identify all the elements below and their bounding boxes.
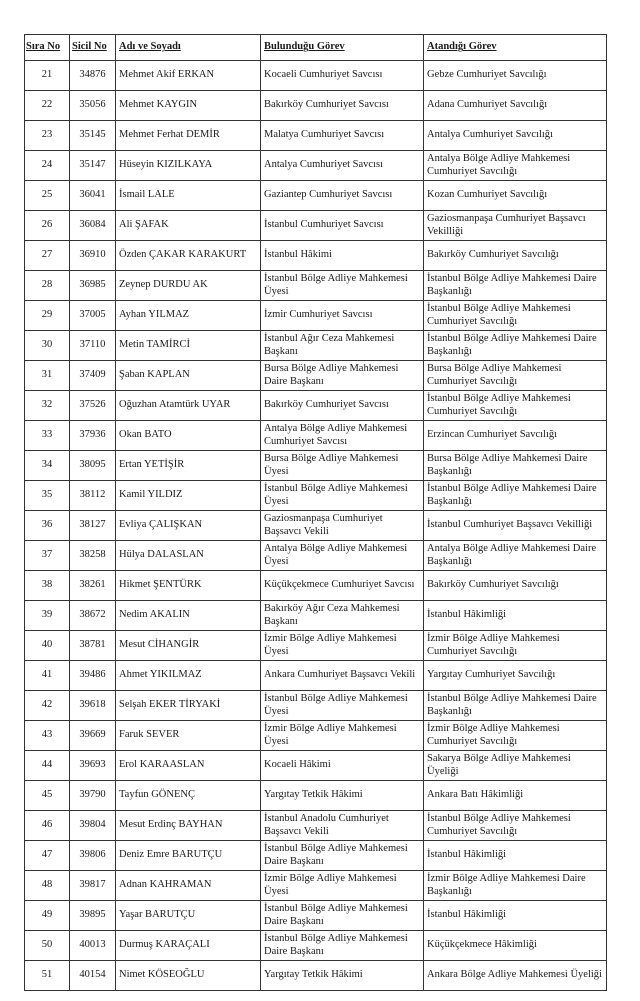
cell-bulundugu-gorev: Antalya Bölge Adliye Mahkemesi Cumhuriyet Savcısı [261, 421, 424, 451]
cell-sicil-no: 39486 [70, 661, 116, 691]
cell-atandigi-gorev: İzmir Bölge Adliye Mahkemesi Daire Başkanlığı [424, 871, 607, 901]
cell-adi-soyadi: Özden ÇAKAR KARAKURT [116, 241, 261, 271]
cell-sicil-no: 39790 [70, 781, 116, 811]
cell-atandigi-gorev: İstanbul Bölge Adliye Mahkemesi Daire Başkanlığı [424, 331, 607, 361]
cell-sicil-no: 39669 [70, 721, 116, 751]
cell-bulundugu-gorev: Antalya Cumhuriyet Savcısı [261, 151, 424, 181]
cell-sicil-no: 34876 [70, 61, 116, 91]
table-row [25, 751, 607, 781]
cell-atandigi-gorev: İstanbul Bölge Adliye Mahkemesi Daire Başkanlığı [424, 481, 607, 511]
cell-adi-soyadi: Mesut CİHANGİR [116, 631, 261, 661]
header-adi-soyadi: Adı ve Soyadı [116, 35, 261, 61]
cell-sira-no: 39 [25, 601, 70, 631]
cell-atandigi-gorev: Bakırköy Cumhuriyet Savcılığı [424, 241, 607, 271]
cell-adi-soyadi: Durmuş KARAÇALI [116, 931, 261, 961]
table-row [25, 211, 607, 241]
cell-adi-soyadi: Ahmet YIKILMAZ [116, 661, 261, 691]
cell-sira-no: 45 [25, 781, 70, 811]
cell-adi-soyadi: Yaşar BARUTÇU [116, 901, 261, 931]
cell-bulundugu-gorev: Antalya Bölge Adliye Mahkemesi Üyesi [261, 541, 424, 571]
table-row [25, 931, 607, 961]
cell-sicil-no: 38095 [70, 451, 116, 481]
cell-adi-soyadi: Adnan KAHRAMAN [116, 871, 261, 901]
cell-atandigi-gorev: İstanbul Cumhuriyet Başsavcı Vekilliği [424, 511, 607, 541]
cell-adi-soyadi: Hikmet ŞENTÜRK [116, 571, 261, 601]
cell-sicil-no: 38672 [70, 601, 116, 631]
cell-sicil-no: 38258 [70, 541, 116, 571]
cell-sira-no: 26 [25, 211, 70, 241]
table-row [25, 451, 607, 481]
table-row [25, 571, 607, 601]
cell-bulundugu-gorev: Kocaeli Hâkimi [261, 751, 424, 781]
table-row [25, 661, 607, 691]
cell-adi-soyadi: Nimet KÖSEOĞLU [116, 961, 261, 991]
table-row [25, 811, 607, 841]
cell-bulundugu-gorev: İstanbul Anadolu Cumhuriyet Başsavcı Vekili [261, 811, 424, 841]
cell-atandigi-gorev: Gaziosmanpaşa Cumhuriyet Başsavcı Vekilliği [424, 211, 607, 241]
cell-bulundugu-gorev: İzmir Bölge Adliye Mahkemesi Üyesi [261, 631, 424, 661]
table-row [25, 481, 607, 511]
cell-atandigi-gorev: İstanbul Bölge Adliye Mahkemesi Cumhuriyet Savcılığı [424, 301, 607, 331]
table-row [25, 241, 607, 271]
cell-sira-no: 27 [25, 241, 70, 271]
cell-atandigi-gorev: İstanbul Bölge Adliye Mahkemesi Daire Başkanlığı [424, 271, 607, 301]
table-row [25, 301, 607, 331]
cell-sira-no: 30 [25, 331, 70, 361]
cell-sira-no: 35 [25, 481, 70, 511]
table-row [25, 421, 607, 451]
cell-sira-no: 23 [25, 121, 70, 151]
cell-adi-soyadi: Faruk SEVER [116, 721, 261, 751]
cell-adi-soyadi: Oğuzhan Atamtürk UYAR [116, 391, 261, 421]
cell-sira-no: 50 [25, 931, 70, 961]
cell-atandigi-gorev: İstanbul Hâkimliği [424, 601, 607, 631]
cell-sira-no: 47 [25, 841, 70, 871]
cell-adi-soyadi: Mesut Erdinç BAYHAN [116, 811, 261, 841]
cell-bulundugu-gorev: İzmir Bölge Adliye Mahkemesi Üyesi [261, 871, 424, 901]
cell-bulundugu-gorev: İstanbul Bölge Adliye Mahkemesi Üyesi [261, 481, 424, 511]
cell-adi-soyadi: Erol KARAASLAN [116, 751, 261, 781]
cell-adi-soyadi: Şaban KAPLAN [116, 361, 261, 391]
cell-sira-no: 32 [25, 391, 70, 421]
cell-bulundugu-gorev: İstanbul Hâkimi [261, 241, 424, 271]
cell-sicil-no: 39817 [70, 871, 116, 901]
cell-atandigi-gorev: Erzincan Cumhuriyet Savcılığı [424, 421, 607, 451]
cell-atandigi-gorev: Bursa Bölge Adliye Mahkemesi Daire Başkanlığı [424, 451, 607, 481]
cell-adi-soyadi: Ertan YETİŞİR [116, 451, 261, 481]
cell-sira-no: 22 [25, 91, 70, 121]
table-row [25, 391, 607, 421]
cell-sicil-no: 37526 [70, 391, 116, 421]
cell-sicil-no: 36041 [70, 181, 116, 211]
cell-bulundugu-gorev: Kocaeli Cumhuriyet Savcısı [261, 61, 424, 91]
cell-bulundugu-gorev: Bursa Bölge Adliye Mahkemesi Daire Başkanı [261, 361, 424, 391]
table-row [25, 901, 607, 931]
table-row [25, 601, 607, 631]
cell-atandigi-gorev: Antalya Cumhuriyet Savcılığı [424, 121, 607, 151]
cell-atandigi-gorev: İstanbul Bölge Adliye Mahkemesi Daire Başkanlığı [424, 691, 607, 721]
cell-bulundugu-gorev: İzmir Bölge Adliye Mahkemesi Üyesi [261, 721, 424, 751]
cell-sicil-no: 37409 [70, 361, 116, 391]
cell-sira-no: 36 [25, 511, 70, 541]
cell-adi-soyadi: Mehmet Ferhat DEMİR [116, 121, 261, 151]
table-row [25, 121, 607, 151]
cell-adi-soyadi: Deniz Emre BARUTÇU [116, 841, 261, 871]
table-row [25, 91, 607, 121]
cell-sira-no: 49 [25, 901, 70, 931]
cell-sicil-no: 39618 [70, 691, 116, 721]
cell-sicil-no: 38112 [70, 481, 116, 511]
cell-sira-no: 28 [25, 271, 70, 301]
cell-sira-no: 21 [25, 61, 70, 91]
cell-sira-no: 41 [25, 661, 70, 691]
cell-bulundugu-gorev: Bakırköy Cumhuriyet Savcısı [261, 391, 424, 421]
cell-sira-no: 37 [25, 541, 70, 571]
cell-adi-soyadi: Hüseyin KIZILKAYA [116, 151, 261, 181]
table-row [25, 781, 607, 811]
cell-atandigi-gorev: İstanbul Hâkimliği [424, 901, 607, 931]
cell-atandigi-gorev: Ankara Batı Hâkimliği [424, 781, 607, 811]
cell-adi-soyadi: Okan BATO [116, 421, 261, 451]
cell-atandigi-gorev: Küçükçekmece Hâkimliği [424, 931, 607, 961]
table-row [25, 61, 607, 91]
table-row [25, 181, 607, 211]
cell-adi-soyadi: Nedim AKALIN [116, 601, 261, 631]
cell-bulundugu-gorev: Ankara Cumhuriyet Başsavcı Vekili [261, 661, 424, 691]
cell-adi-soyadi: Zeynep DURDU AK [116, 271, 261, 301]
cell-atandigi-gorev: Kozan Cumhuriyet Savcılığı [424, 181, 607, 211]
cell-atandigi-gorev: Antalya Bölge Adliye Mahkemesi Daire Başkanlığı [424, 541, 607, 571]
cell-atandigi-gorev: Bakırköy Cumhuriyet Savcılığı [424, 571, 607, 601]
cell-atandigi-gorev: Antalya Bölge Adliye Mahkemesi Cumhuriyet Savcılığı [424, 151, 607, 181]
header-bulundugu-gorev: Bulunduğu Görev [261, 35, 424, 61]
table-row [25, 691, 607, 721]
cell-atandigi-gorev: Ankara Bölge Adliye Mahkemesi Üyeliği [424, 961, 607, 991]
cell-sira-no: 31 [25, 361, 70, 391]
cell-adi-soyadi: Ayhan YILMAZ [116, 301, 261, 331]
cell-adi-soyadi: Mehmet KAYGIN [116, 91, 261, 121]
table-row [25, 511, 607, 541]
cell-atandigi-gorev: Bursa Bölge Adliye Mahkemesi Cumhuriyet Savcılığı [424, 361, 607, 391]
cell-adi-soyadi: Mehmet Akif ERKAN [116, 61, 261, 91]
header-atandigi-gorev: Atandığı Görev [424, 35, 607, 61]
cell-bulundugu-gorev: İstanbul Cumhuriyet Savcısı [261, 211, 424, 241]
cell-bulundugu-gorev: İstanbul Bölge Adliye Mahkemesi Daire Başkanı [261, 901, 424, 931]
cell-sicil-no: 38261 [70, 571, 116, 601]
cell-atandigi-gorev: Yargıtay Cumhuriyet Savcılığı [424, 661, 607, 691]
cell-sicil-no: 36910 [70, 241, 116, 271]
table-row [25, 841, 607, 871]
table-row [25, 331, 607, 361]
table-row [25, 961, 607, 991]
cell-bulundugu-gorev: Gaziosmanpaşa Cumhuriyet Başsavcı Vekili [261, 511, 424, 541]
cell-adi-soyadi: Metin TAMİRCİ [116, 331, 261, 361]
cell-sicil-no: 39693 [70, 751, 116, 781]
cell-bulundugu-gorev: İstanbul Bölge Adliye Mahkemesi Daire Başkanı [261, 931, 424, 961]
cell-sicil-no: 36985 [70, 271, 116, 301]
header-sira-no: Sıra No [25, 35, 70, 61]
cell-sicil-no: 35056 [70, 91, 116, 121]
cell-adi-soyadi: Evliya ÇALIŞKAN [116, 511, 261, 541]
table-row [25, 541, 607, 571]
cell-bulundugu-gorev: İstanbul Bölge Adliye Mahkemesi Daire Başkanı [261, 841, 424, 871]
cell-sicil-no: 37005 [70, 301, 116, 331]
table-header-row [25, 35, 607, 61]
cell-adi-soyadi: Ali ŞAFAK [116, 211, 261, 241]
cell-atandigi-gorev: Adana Cumhuriyet Savcılığı [424, 91, 607, 121]
cell-sicil-no: 36084 [70, 211, 116, 241]
cell-sicil-no: 40013 [70, 931, 116, 961]
cell-atandigi-gorev: Gebze Cumhuriyet Savcılığı [424, 61, 607, 91]
header-sicil-no: Sicil No [70, 35, 116, 61]
cell-atandigi-gorev: Sakarya Bölge Adliye Mahkemesi Üyeliği [424, 751, 607, 781]
cell-atandigi-gorev: İzmir Bölge Adliye Mahkemesi Cumhuriyet Savcılığı [424, 631, 607, 661]
table-row [25, 361, 607, 391]
cell-sicil-no: 39895 [70, 901, 116, 931]
cell-bulundugu-gorev: Bakırköy Cumhuriyet Savcısı [261, 91, 424, 121]
cell-sicil-no: 40154 [70, 961, 116, 991]
cell-bulundugu-gorev: İzmir Cumhuriyet Savcısı [261, 301, 424, 331]
cell-sira-no: 25 [25, 181, 70, 211]
cell-adi-soyadi: Hülya DALASLAN [116, 541, 261, 571]
cell-sira-no: 33 [25, 421, 70, 451]
table-row [25, 721, 607, 751]
table-row [25, 151, 607, 181]
cell-bulundugu-gorev: Küçükçekmece Cumhuriyet Savcısı [261, 571, 424, 601]
appointments-table [24, 34, 607, 991]
cell-sicil-no: 35147 [70, 151, 116, 181]
cell-sira-no: 29 [25, 301, 70, 331]
cell-sira-no: 44 [25, 751, 70, 781]
cell-bulundugu-gorev: Bakırköy Ağır Ceza Mahkemesi Başkanı [261, 601, 424, 631]
cell-sira-no: 24 [25, 151, 70, 181]
table-body [25, 61, 607, 991]
cell-sira-no: 51 [25, 961, 70, 991]
cell-adi-soyadi: Kamil YILDIZ [116, 481, 261, 511]
cell-bulundugu-gorev: Yargıtay Tetkik Hâkimi [261, 781, 424, 811]
cell-adi-soyadi: İsmail LALE [116, 181, 261, 211]
cell-bulundugu-gorev: Malatya Cumhuriyet Savcısı [261, 121, 424, 151]
cell-sicil-no: 39804 [70, 811, 116, 841]
cell-sicil-no: 35145 [70, 121, 116, 151]
cell-sicil-no: 37110 [70, 331, 116, 361]
cell-atandigi-gorev: İzmir Bölge Adliye Mahkemesi Cumhuriyet Savcılığı [424, 721, 607, 751]
cell-bulundugu-gorev: Gaziantep Cumhuriyet Savcısı [261, 181, 424, 211]
cell-sira-no: 40 [25, 631, 70, 661]
cell-bulundugu-gorev: İstanbul Ağır Ceza Mahkemesi Başkanı [261, 331, 424, 361]
cell-atandigi-gorev: İstanbul Bölge Adliye Mahkemesi Cumhuriyet Savcılığı [424, 811, 607, 841]
cell-sicil-no: 38781 [70, 631, 116, 661]
cell-atandigi-gorev: İstanbul Hâkimliği [424, 841, 607, 871]
cell-sira-no: 42 [25, 691, 70, 721]
cell-bulundugu-gorev: Yargıtay Tetkik Hâkimi [261, 961, 424, 991]
cell-sira-no: 48 [25, 871, 70, 901]
cell-adi-soyadi: Tayfun GÖNENÇ [116, 781, 261, 811]
table-row [25, 631, 607, 661]
cell-sicil-no: 37936 [70, 421, 116, 451]
table-row [25, 871, 607, 901]
table-row [25, 271, 607, 301]
cell-sira-no: 34 [25, 451, 70, 481]
cell-atandigi-gorev: İstanbul Bölge Adliye Mahkemesi Cumhuriyet Savcılığı [424, 391, 607, 421]
cell-sira-no: 43 [25, 721, 70, 751]
cell-bulundugu-gorev: İstanbul Bölge Adliye Mahkemesi Üyesi [261, 691, 424, 721]
cell-bulundugu-gorev: İstanbul Bölge Adliye Mahkemesi Üyesi [261, 271, 424, 301]
cell-sira-no: 38 [25, 571, 70, 601]
cell-sicil-no: 38127 [70, 511, 116, 541]
cell-bulundugu-gorev: Bursa Bölge Adliye Mahkemesi Üyesi [261, 451, 424, 481]
cell-sicil-no: 39806 [70, 841, 116, 871]
cell-sira-no: 46 [25, 811, 70, 841]
cell-adi-soyadi: Selşah EKER TİRYAKİ [116, 691, 261, 721]
